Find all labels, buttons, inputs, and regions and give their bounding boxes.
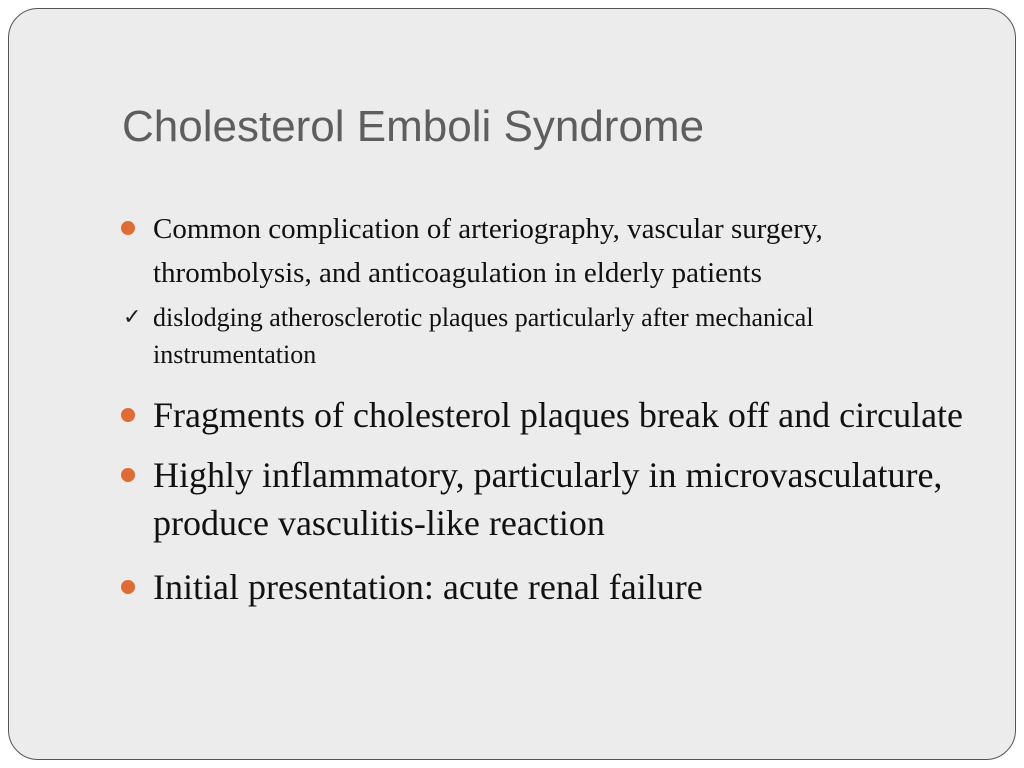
bullet-text: Initial presentation: acute renal failure xyxy=(153,567,703,607)
bullet-icon xyxy=(121,468,135,482)
list-item xyxy=(121,391,981,439)
slide xyxy=(8,8,1016,760)
bullet-list xyxy=(121,207,981,611)
list-item xyxy=(121,299,981,373)
list-item xyxy=(121,451,981,547)
bullet-text: dislodging atherosclerotic plaques particularly after mechanical instrumentation xyxy=(153,303,814,369)
bullet-icon xyxy=(121,580,135,594)
bullet-text: Highly inflammatory, particularly in microvasculature, produce vasculitis-like reaction xyxy=(153,455,943,543)
list-item xyxy=(121,207,981,295)
bullet-icon xyxy=(121,408,135,422)
slide-title: Cholesterol Emboli Syndrome xyxy=(122,102,705,151)
list-item xyxy=(121,563,981,611)
bullet-text: Fragments of cholesterol plaques break off and circulate xyxy=(153,395,964,435)
checkmark-icon: ✓ xyxy=(123,305,142,330)
bullet-text: Common complication of arteriography, vascular surgery, thrombolysis, and anticoagulation in elderly patients xyxy=(153,213,823,289)
bullet-icon xyxy=(121,221,135,235)
